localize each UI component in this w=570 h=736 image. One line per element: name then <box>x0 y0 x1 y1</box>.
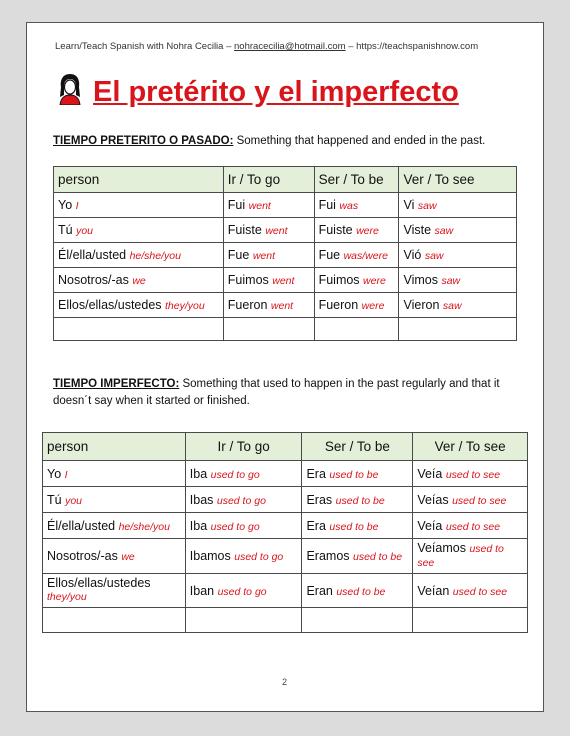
section-preterito-text: Something that happened and ended in the past. <box>233 135 486 147</box>
cell-person <box>54 243 224 268</box>
cell-spanish-text: Yo <box>47 466 65 481</box>
header-prefix: Learn/Teach Spanish with Nohra Cecilia – <box>55 41 235 52</box>
preterito-table <box>53 166 517 341</box>
table-row <box>43 608 528 633</box>
cell-spanish-text: Ibas <box>189 492 217 507</box>
section-preterito <box>53 133 485 150</box>
table-header-ir: Ir / To go <box>185 433 302 461</box>
cell-ir <box>185 574 302 608</box>
cell-english-translation: were <box>356 225 379 237</box>
cell-person <box>54 218 224 243</box>
cell-spanish-text: Vimos <box>403 273 442 287</box>
table-row <box>54 193 517 218</box>
section-imperfecto <box>53 376 523 410</box>
cell-person <box>43 608 186 633</box>
cell-ir <box>223 293 314 318</box>
table-row <box>54 268 517 293</box>
table-row <box>43 539 528 574</box>
cell-ser <box>302 539 413 574</box>
table-header-person: person <box>54 167 224 193</box>
table-header-ir: Ir / To go <box>223 167 314 193</box>
cell-ser <box>314 193 399 218</box>
cell-spanish-text: Iban <box>189 583 218 598</box>
table-row <box>43 574 528 608</box>
cell-ver <box>413 574 528 608</box>
cell-english-translation: used to be <box>336 585 386 598</box>
cell-spanish-text: Él/ella/usted <box>47 518 119 533</box>
table-header-ver: Ver / To see <box>413 433 528 461</box>
cell-ser <box>314 268 399 293</box>
title-row <box>57 73 459 110</box>
cell-english-translation: went <box>272 275 295 287</box>
table-row <box>43 461 528 487</box>
cell-person <box>54 293 224 318</box>
document-page <box>26 22 544 712</box>
table-row <box>54 218 517 243</box>
cell-english-translation: they/you <box>165 300 205 312</box>
cell-english-translation: he/she/you <box>118 520 170 533</box>
cell-spanish-text: Él/ella/usted <box>58 248 130 262</box>
cell-spanish-text: Iba <box>189 466 211 481</box>
cell-spanish-text: Fueron <box>227 298 271 312</box>
cell-person <box>43 574 186 608</box>
cell-english-translation: used to see <box>417 543 504 569</box>
cell-spanish-text: Fue <box>318 248 344 262</box>
cell-ver <box>399 218 517 243</box>
cell-ver <box>413 539 528 574</box>
cell-spanish-text: Veías <box>417 492 453 507</box>
cell-ir <box>185 608 302 633</box>
cell-ser <box>302 608 413 633</box>
imperfecto-table <box>42 432 528 633</box>
cell-english-translation: used to be <box>329 468 379 481</box>
cell-spanish-text: Fui <box>318 198 340 212</box>
cell-ver <box>413 608 528 633</box>
cell-spanish-text: Veía <box>417 518 446 533</box>
cell-english-translation: used to be <box>329 520 379 533</box>
cell-ser <box>314 293 399 318</box>
cell-spanish-text: Fuimos <box>318 273 364 287</box>
cell-person <box>43 461 186 487</box>
cell-spanish-text: Era <box>306 466 330 481</box>
cell-english-translation: used to go <box>210 468 260 481</box>
cell-ver <box>413 461 528 487</box>
cell-spanish-text: Fueron <box>318 298 362 312</box>
cell-english-translation: used to go <box>210 520 260 533</box>
table-row <box>43 487 528 513</box>
cell-english-translation: used to be <box>335 494 385 507</box>
cell-spanish-text: Yo <box>58 198 76 212</box>
cell-spanish-text: Vi <box>403 198 418 212</box>
page-title: El pretérito y el imperfecto <box>93 75 459 108</box>
cell-spanish-text: Eras <box>306 492 336 507</box>
cell-person <box>43 487 186 513</box>
cell-person <box>54 193 224 218</box>
cell-spanish-text: Era <box>306 518 330 533</box>
cell-english-translation: were <box>363 275 386 287</box>
cell-english-translation: saw <box>442 300 462 312</box>
cell-spanish-text: Tú <box>58 223 77 237</box>
cell-ser <box>314 218 399 243</box>
cell-ir <box>223 218 314 243</box>
cell-english-translation: we <box>121 551 135 563</box>
cell-english-translation: were <box>361 300 385 312</box>
cell-ir <box>185 513 302 539</box>
cell-english-translation: used to go <box>216 494 266 507</box>
cell-spanish-text: Ellos/ellas/ustedes <box>58 298 166 312</box>
cell-ir <box>223 268 314 293</box>
table-header-ser: Ser / To be <box>302 433 413 461</box>
page-number: 2 <box>282 677 288 687</box>
cell-ir <box>185 461 302 487</box>
cell-ser <box>314 243 399 268</box>
cell-ver <box>399 318 517 341</box>
cell-ir <box>223 243 314 268</box>
cell-spanish-text: Ellos/ellas/ustedes <box>47 576 151 590</box>
cell-ver <box>399 243 517 268</box>
cell-ver <box>413 513 528 539</box>
table-header-ver: Ver / To see <box>399 167 517 193</box>
cell-spanish-text: Nosotros/-as <box>58 273 133 287</box>
cell-person <box>43 513 186 539</box>
cell-english-translation: used to see <box>445 520 501 533</box>
cell-english-translation: used to see <box>445 468 501 481</box>
cell-english-translation: used to be <box>353 551 403 563</box>
cell-english-translation: saw <box>417 200 437 212</box>
cell-english-translation: I <box>64 468 68 481</box>
cell-english-translation: went <box>265 225 288 237</box>
cell-english-translation: was <box>339 200 359 212</box>
cell-ir <box>223 318 314 341</box>
cell-spanish-text: Tú <box>47 492 66 507</box>
cell-spanish-text: Vieron <box>403 298 443 312</box>
cell-english-translation: saw <box>424 250 444 262</box>
section-imperfecto-text: Something that used to happen in the past regularly and that it doesn´t say when it started or finished. <box>53 378 500 407</box>
cell-spanish-text: Fui <box>227 198 249 212</box>
cell-ir <box>223 193 314 218</box>
cell-english-translation: used to go <box>234 551 284 563</box>
cell-spanish-text: Fuimos <box>227 273 273 287</box>
section-imperfecto-label: TIEMPO IMPERFECTO: <box>53 378 180 390</box>
cell-english-translation: saw <box>434 225 454 237</box>
cell-spanish-text: Eran <box>306 583 337 598</box>
cell-ir <box>185 487 302 513</box>
cell-english-translation: they/you <box>47 591 87 603</box>
table-header-person: person <box>43 433 186 461</box>
cell-english-translation: you <box>65 494 82 507</box>
cell-ser <box>302 513 413 539</box>
cell-ser <box>302 574 413 608</box>
cell-english-translation: we <box>132 275 146 287</box>
cell-spanish-text: Veía <box>417 466 446 481</box>
cell-ver <box>399 293 517 318</box>
cell-english-translation: went <box>252 250 275 262</box>
section-preterito-label: TIEMPO PRETERITO O PASADO: <box>53 135 234 147</box>
cell-english-translation: he/she/you <box>129 250 181 262</box>
cell-english-translation: went <box>270 300 294 312</box>
cell-spanish-text: Fuiste <box>318 223 357 237</box>
cell-english-translation: used to go <box>217 585 267 598</box>
cell-ver <box>399 193 517 218</box>
table-row <box>54 318 517 341</box>
cell-ir <box>185 539 302 574</box>
cell-spanish-text: Eramos <box>306 549 353 563</box>
cell-spanish-text: Vió <box>403 248 425 262</box>
cell-english-translation: used to see <box>452 585 508 598</box>
header-email-link[interactable]: nohracecilia@hotmail.com <box>234 41 346 52</box>
cell-spanish-text: Iba <box>189 518 211 533</box>
table-row <box>54 243 517 268</box>
cell-spanish-text: Veíamos <box>417 541 470 555</box>
cell-spanish-text: Fue <box>227 248 253 262</box>
cell-spanish-text: Viste <box>403 223 435 237</box>
cell-spanish-text: Ibamos <box>189 549 235 563</box>
cell-english-translation: you <box>76 225 93 237</box>
cell-spanish-text: Veían <box>417 583 453 598</box>
page-header <box>55 41 478 52</box>
table-row <box>54 293 517 318</box>
cell-ver <box>399 268 517 293</box>
cell-ver <box>413 487 528 513</box>
cell-english-translation: went <box>248 200 271 212</box>
cell-ser <box>302 487 413 513</box>
cell-ser <box>314 318 399 341</box>
table-header-ser: Ser / To be <box>314 167 399 193</box>
woman-avatar-icon <box>57 73 83 110</box>
cell-spanish-text: Nosotros/-as <box>47 549 122 563</box>
cell-person <box>43 539 186 574</box>
cell-spanish-text: Fuiste <box>227 223 266 237</box>
cell-english-translation: I <box>75 200 79 212</box>
cell-english-translation: was/were <box>343 250 388 262</box>
cell-english-translation: used to see <box>452 494 507 507</box>
table-row <box>43 513 528 539</box>
cell-person <box>54 268 224 293</box>
cell-english-translation: saw <box>441 275 461 287</box>
cell-ser <box>302 461 413 487</box>
header-suffix: – https://teachspanishnow.com <box>345 41 479 52</box>
cell-person <box>54 318 224 341</box>
